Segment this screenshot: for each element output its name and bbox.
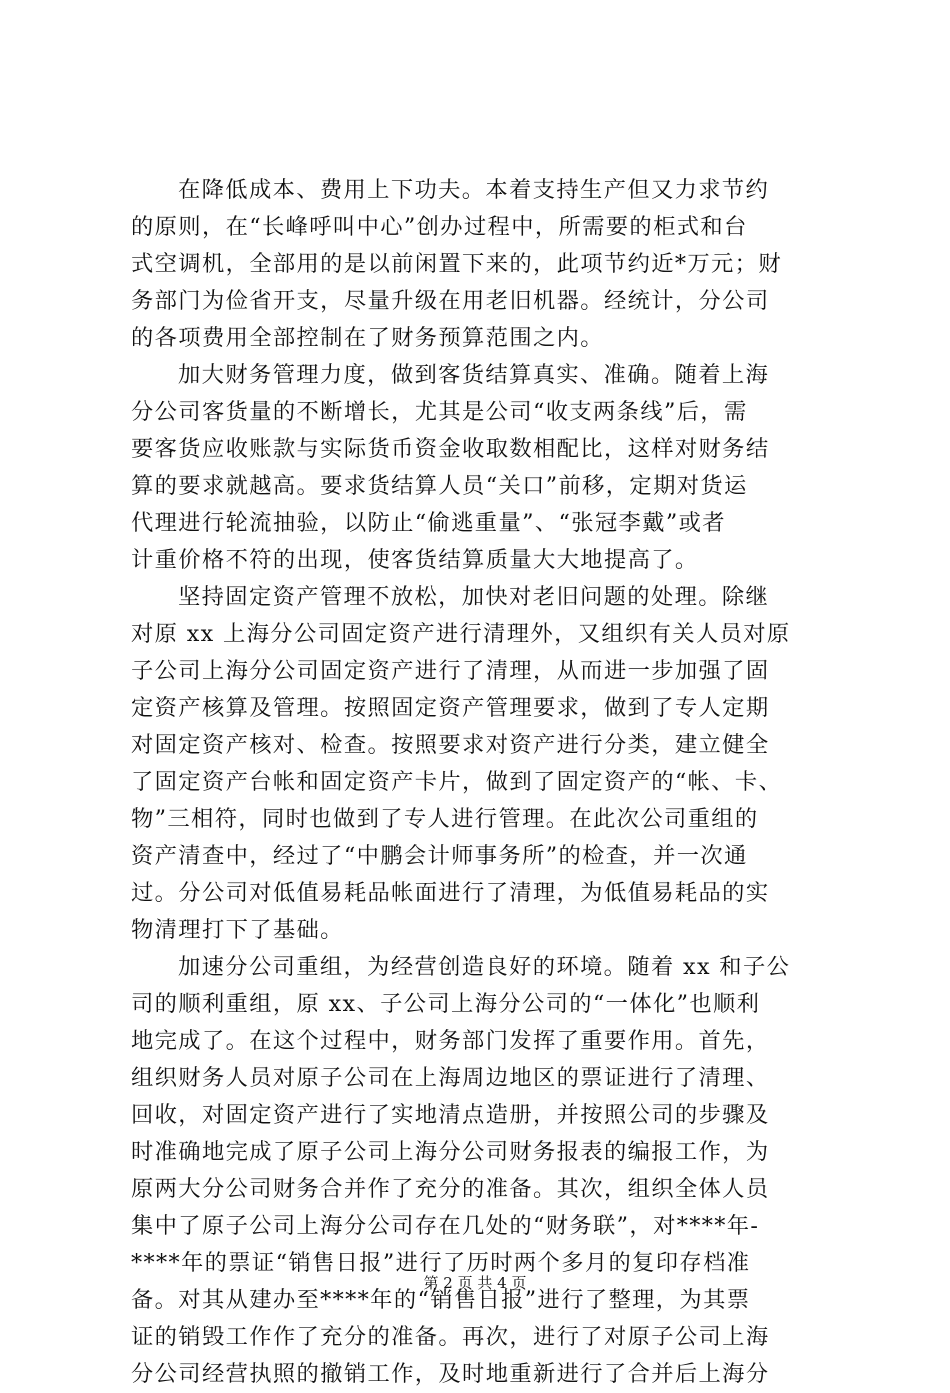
text-line: 式空调机，全部用的是以前闲置下来的，此项节约近*万元；财 [131,251,782,277]
text-line: 定资产核算及管理。按照固定资产管理要求，做到了专人定期 [131,695,770,721]
text-line: 对原 xx 上海分公司固定资产进行清理外，又组织有关人员对原 [131,621,791,647]
text-line: 代理进行轮流抽验，以防止“偷逃重量”、“张冠李戴”或者 [131,510,726,536]
page-number-label: 第 2 页 共 4 页 [423,1274,527,1292]
text-line: 子公司上海分公司固定资产进行了清理，从而进一步加强了固 [131,658,770,684]
text-line: 坚持固定资产管理不放松，加快对老旧问题的处理。除继 [178,584,770,610]
text-line: 加速分公司重组，为经营创造良好的环境。随着 xx 和子公 [178,954,791,980]
text-line: 加大财务管理力度，做到客货结算真实、准确。随着上海 [178,362,770,388]
text-line: 原两大分公司财务合并作了充分的准备。其次，组织全体人员 [131,1176,770,1202]
text-line: 对固定资产核对、检查。按照要求对资产进行分类，建立健全 [131,732,770,758]
text-line: 物清理打下了基础。 [131,917,344,943]
body-text [131,172,831,1393]
text-line: 司的顺利重组，原 xx、子公司上海分公司的“一体化”也顺利 [131,991,761,1017]
text-line: 证的销毁工作作了充分的准备。再次，进行了对原子公司上海 [131,1324,770,1350]
text-line: 过。分公司对低值易耗品帐面进行了清理，为低值易耗品的实 [131,880,770,906]
page-footer [0,1272,950,1293]
text-line: 分公司客货量的不断增长，尤其是公司“收支两条线”后，需 [131,399,748,425]
text-line: 的原则，在“长峰呼叫中心”创办过程中，所需要的柜式和台 [131,214,748,240]
text-line: 算的要求就越高。要求货结算人员“关口”前移，定期对货运 [131,473,748,499]
text-line: 要客货应收账款与实际货币资金收取数相配比，这样对财务结 [131,436,770,462]
text-line: 备。对其从建办至****年的“销售日报”进行了整理，为其票 [131,1287,751,1313]
text-line: 了固定资产台帐和固定资产卡片，做到了固定资产的“帐、卡、 [131,769,783,795]
text-line: 集中了原子公司上海分公司存在几处的“财务联”，对****年- [131,1213,760,1239]
text-line: 务部门为俭省开支，尽量升级在用老旧机器。经统计，分公司 [131,288,770,314]
paragraph-financial-management [131,357,831,579]
paragraph-fixed-assets [131,579,831,949]
text-line: 时准确地完成了原子公司上海分公司财务报表的编报工作，为 [131,1139,770,1165]
text-line: 资产清查中，经过了“中鹏会计师事务所”的检查，并一次通 [131,843,748,869]
text-line: ****年的票证“销售日报”进行了历时两个多月的复印存档准 [131,1250,751,1276]
text-line: 物”三相符，同时也做到了专人进行管理。在此次公司重组的 [131,806,759,832]
paragraph-reorganization [131,949,831,1393]
text-line: 分公司经营执照的撤销工作，及时地重新进行了合并后上海分 [131,1361,770,1387]
text-line: 回收，对固定资产进行了实地清点造册，并按照公司的步骤及 [131,1102,770,1128]
text-line: 在降低成本、费用上下功夫。本着支持生产但又力求节约 [178,177,770,203]
text-line: 组织财务人员对原子公司在上海周边地区的票证进行了清理、 [131,1065,770,1091]
text-line: 计重价格不符的出现，使客货结算质量大大地提高了。 [131,547,699,573]
text-line: 的各项费用全部控制在了财务预算范围之内。 [131,325,604,351]
text-line: 地完成了。在这个过程中，财务部门发挥了重要作用。首先， [131,1028,770,1054]
paragraph-cost-reduction [131,172,831,357]
